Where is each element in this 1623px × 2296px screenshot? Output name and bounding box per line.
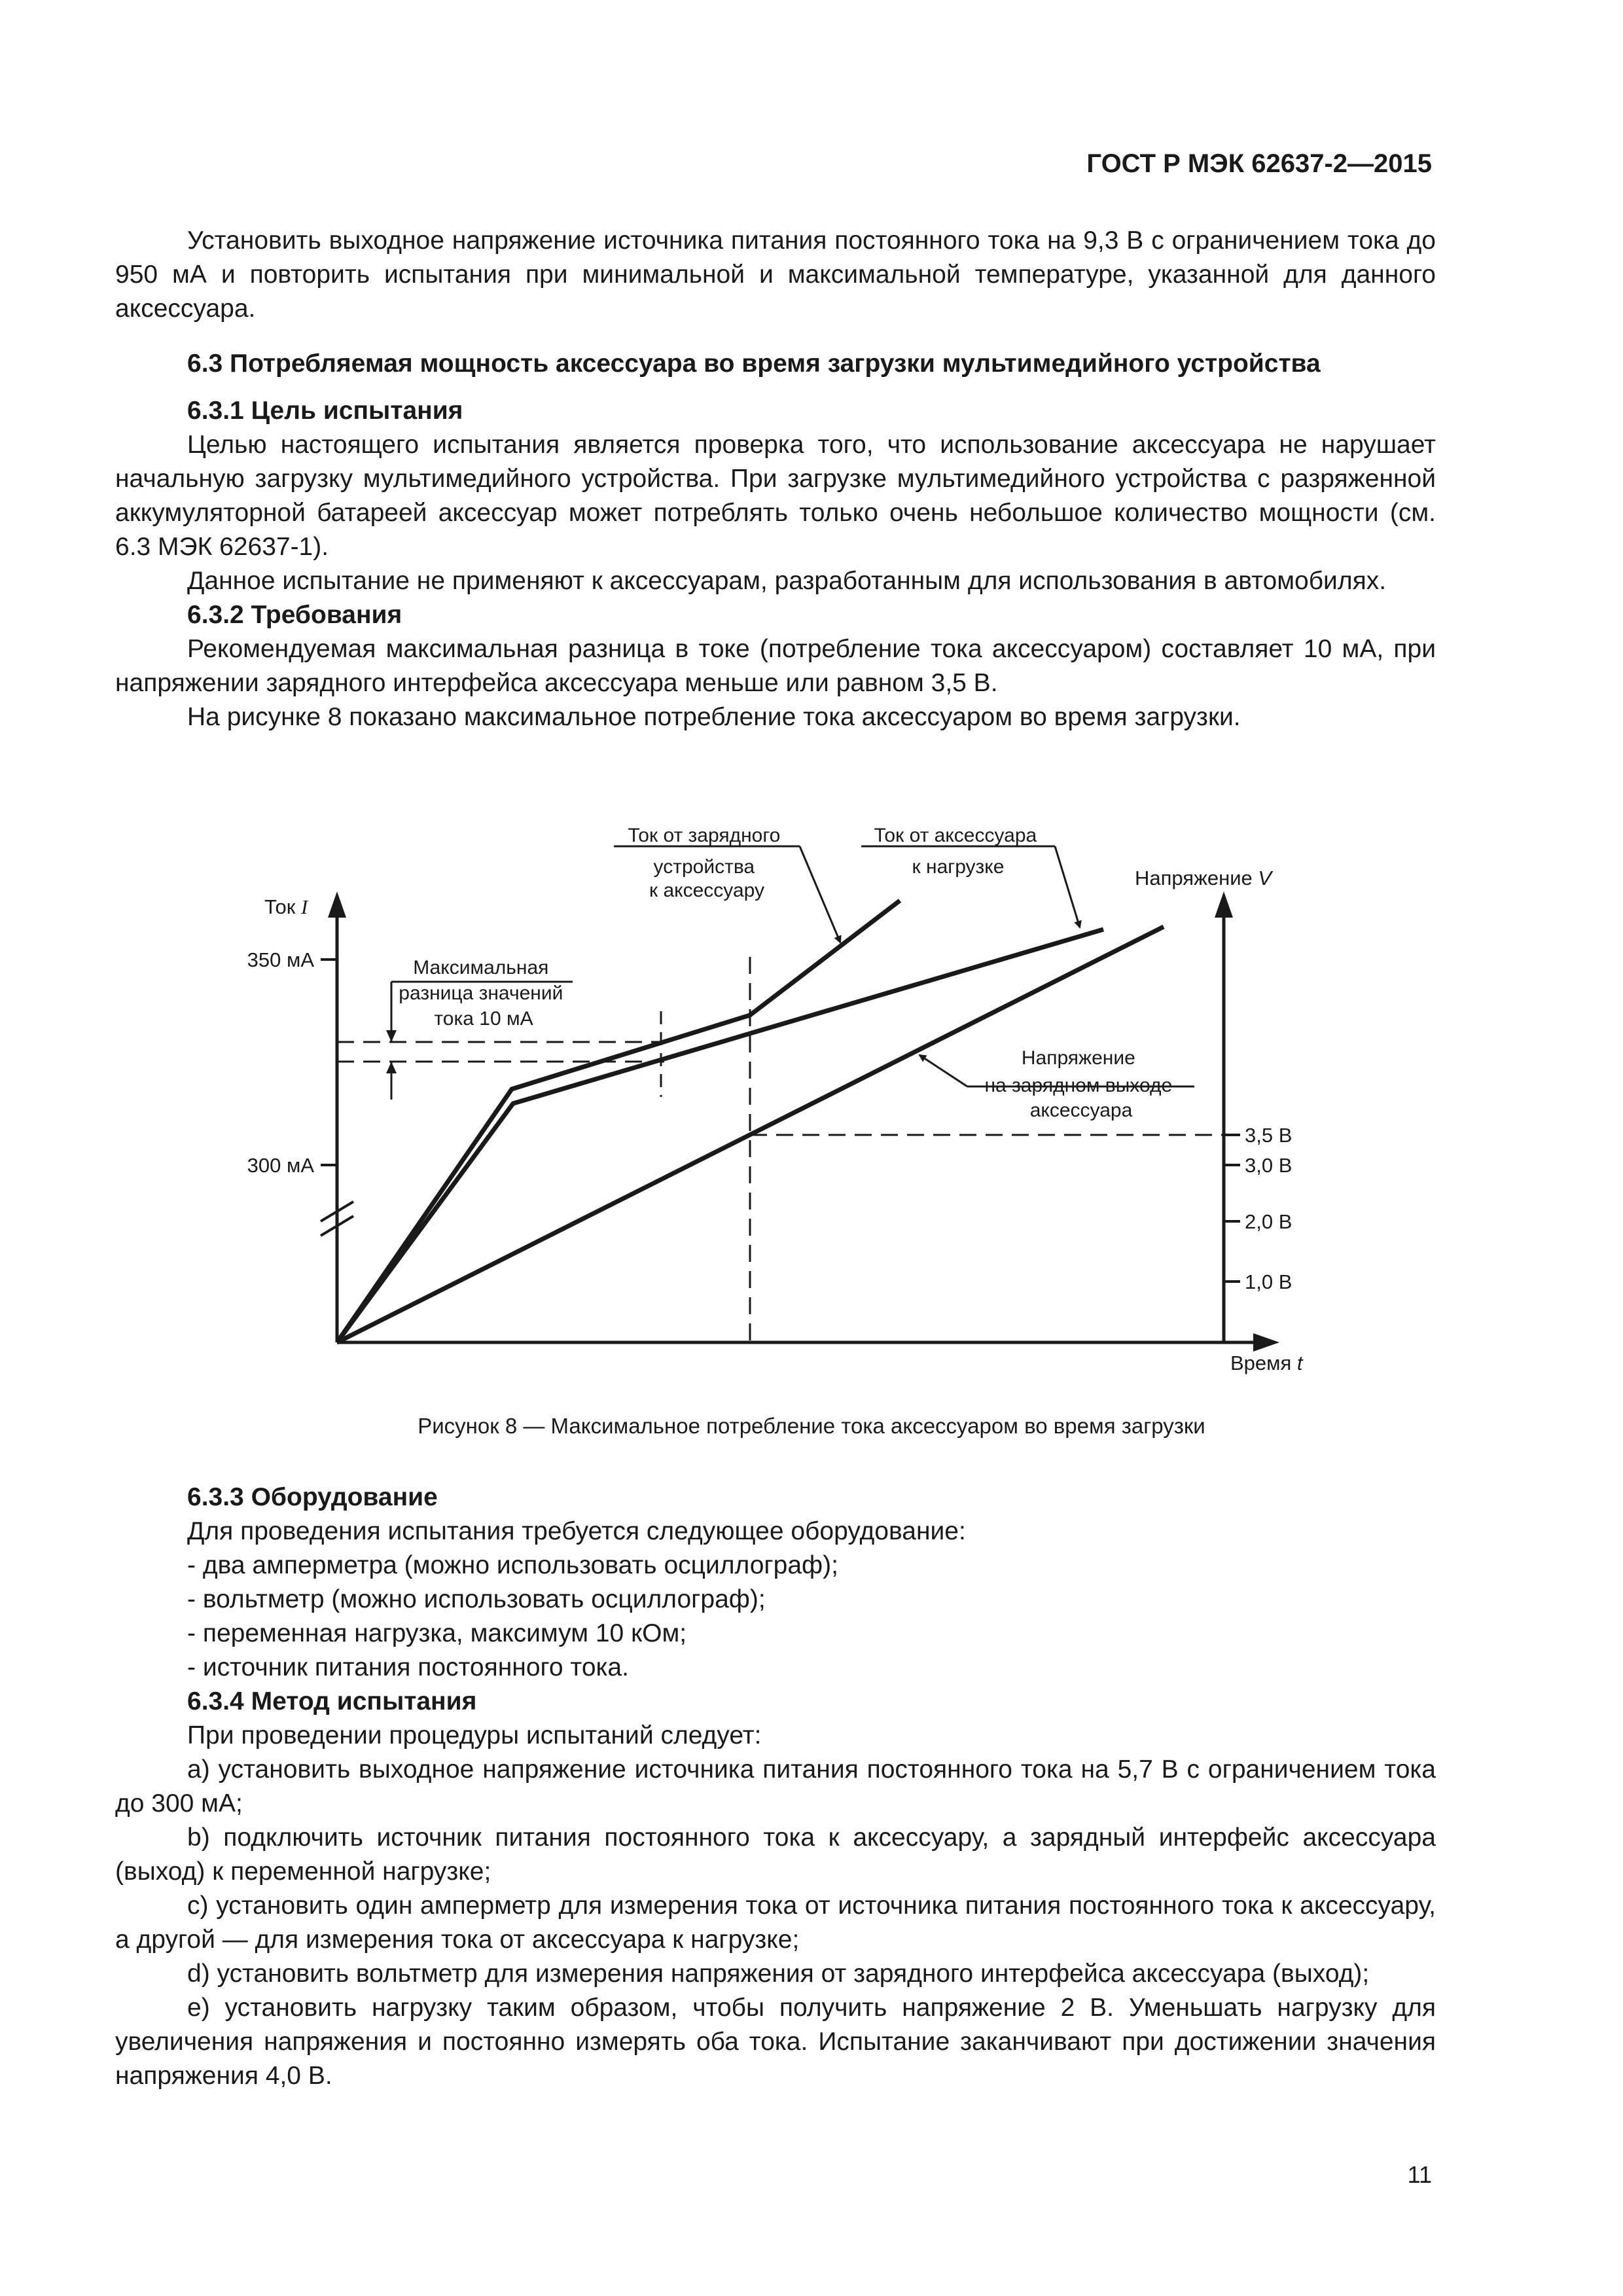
- voltage-axis-label: Напряжение V: [1135, 867, 1272, 889]
- section-6-3-title: 6.3 Потребляемая мощность аксессуара во время загрузки мультимедийного устройства: [187, 350, 1321, 378]
- section-6-3-2-paragraph-1: Рекомендуемая максимальная разница в токе (потребление тока аксессуаром) составляет 10 мА, при напряжении зарядного интерфейса аксессуара меньше или равном 3,5 В.: [115, 635, 1436, 697]
- equipment-item: - два амперметра (можно использовать осциллограф);: [187, 1551, 838, 1579]
- tick-label-300ma: 300 мА: [247, 1154, 314, 1177]
- method-step-b: b) подключить источник питания постоянного тока к аксессуару, а зарядный интерфейс аксессуара (выход) к переменной нагрузке;: [115, 1823, 1436, 1886]
- accessory-current-curve: [337, 929, 1103, 1342]
- equipment-intro: Для проведения испытания требуется следующее оборудование:: [187, 1517, 966, 1545]
- max-diff-label: Максимальная разница значений тока 10 мА: [399, 957, 563, 1030]
- method-step-d: d) установить вольтметр для измерения напряжения от зарядного интерфейса аксессуара (выход);: [187, 1960, 1370, 1988]
- tick-label-3-0v: 3,0 В: [1245, 1154, 1293, 1177]
- charger-current-curve: [337, 901, 900, 1342]
- figure-8-caption: Рисунок 8 — Максимальное потребление тока аксессуаром во время загрузки: [418, 1414, 1205, 1438]
- method-step-c: c) установить один амперметр для измерения тока от источника питания постоянного тока к аксессуару, а другой — для измерения тока от аксессуара к нагрузке;: [115, 1892, 1436, 1954]
- lower-text-block: [115, 1480, 1436, 2093]
- method-intro: При проведении процедуры испытаний следует:: [187, 1721, 762, 1749]
- tick-label-2-0v: 2,0 В: [1245, 1210, 1293, 1233]
- section-6-3-3-title: 6.3.3 Оборудование: [187, 1483, 438, 1511]
- axis-break-mark: [321, 1202, 353, 1221]
- intro-paragraph: Установить выходное напряжение источника питания постоянного тока на 9,3 В с ограничением тока до 950 мА и повторить испытания при минимальной и максимальной температуре, указанной для данного аксессуара.: [115, 226, 1436, 323]
- method-step-a: a) установить выходное напряжение источника питания постоянного тока на 5,7 В с ограничением тока до 300 мА;: [115, 1755, 1436, 1818]
- section-6-3-1-paragraph-1: Целью настоящего испытания является проверка того, что использование аксессуара не нарушает начальную загрузку мультимедийного устройства. При загрузке мультимедийного устройства с разряженной аккумуляторной батареей аксессуар может потреблять только очень небольшое количество мощности (см. 6.3 МЭК 62637-1).: [115, 431, 1436, 561]
- equipment-item: - вольтметр (можно использовать осциллограф);: [187, 1585, 766, 1613]
- section-6-3-2-paragraph-2: На рисунке 8 показано максимальное потребление тока аксессуаром во время загрузки.: [187, 703, 1241, 731]
- page-number: 11: [1407, 2161, 1432, 2188]
- voltage-label-leader: [919, 1055, 967, 1086]
- section-6-3-4-title: 6.3.4 Метод испытания: [187, 1687, 477, 1715]
- equipment-item: - источник питания постоянного тока.: [187, 1653, 629, 1681]
- time-axis-label: Время t: [1230, 1352, 1303, 1374]
- equipment-item: - переменная нагрузка, максимум 10 кОм;: [187, 1619, 687, 1647]
- tick-label-350ma: 350 мА: [247, 948, 314, 971]
- charger-label-leader: [800, 846, 840, 942]
- tick-label-1-0v: 1,0 В: [1245, 1270, 1293, 1293]
- diff-arrow-down-icon: [386, 1030, 397, 1042]
- current-axis-arrow-icon: [328, 891, 346, 918]
- current-axis-label: Ток I: [264, 895, 308, 918]
- voltage-axis-arrow-icon: [1215, 891, 1233, 918]
- method-step-e: e) установить нагрузку таким образом, чтобы получить напряжение 2 В. Уменьшать нагрузку для увеличения напряжения и постоянно измерять оба тока. Испытание заканчивают при достижении значения напряжения 4,0 В.: [115, 1994, 1436, 2090]
- section-6-3-2-title: 6.3.2 Требования: [187, 601, 402, 629]
- accessory-label-leader: [1055, 846, 1080, 927]
- document-code-header: ГОСТ Р МЭК 62637-2—2015: [1086, 149, 1432, 178]
- tick-label-3-5v: 3,5 В: [1245, 1124, 1293, 1147]
- axis-break-mark: [321, 1216, 353, 1236]
- voltage-curve: [337, 927, 1164, 1342]
- upper-text-block: [115, 224, 1436, 734]
- time-axis-arrow-icon: [1253, 1333, 1279, 1352]
- diff-arrow-up-icon: [386, 1062, 397, 1073]
- accessory-current-label: Ток от аксессуара к нагрузке: [874, 825, 1037, 878]
- section-6-3-1-title: 6.3.1 Цель испытания: [187, 397, 463, 425]
- voltage-output-label: Напряжение на зарядном выходе аксессуара: [984, 1047, 1173, 1121]
- charger-current-label: Ток от зарядного устройства к аксессуару: [628, 825, 781, 901]
- section-6-3-1-paragraph-2: Данное испытание не применяют к аксессуарам, разработанным для использования в автомобилях.: [187, 567, 1387, 595]
